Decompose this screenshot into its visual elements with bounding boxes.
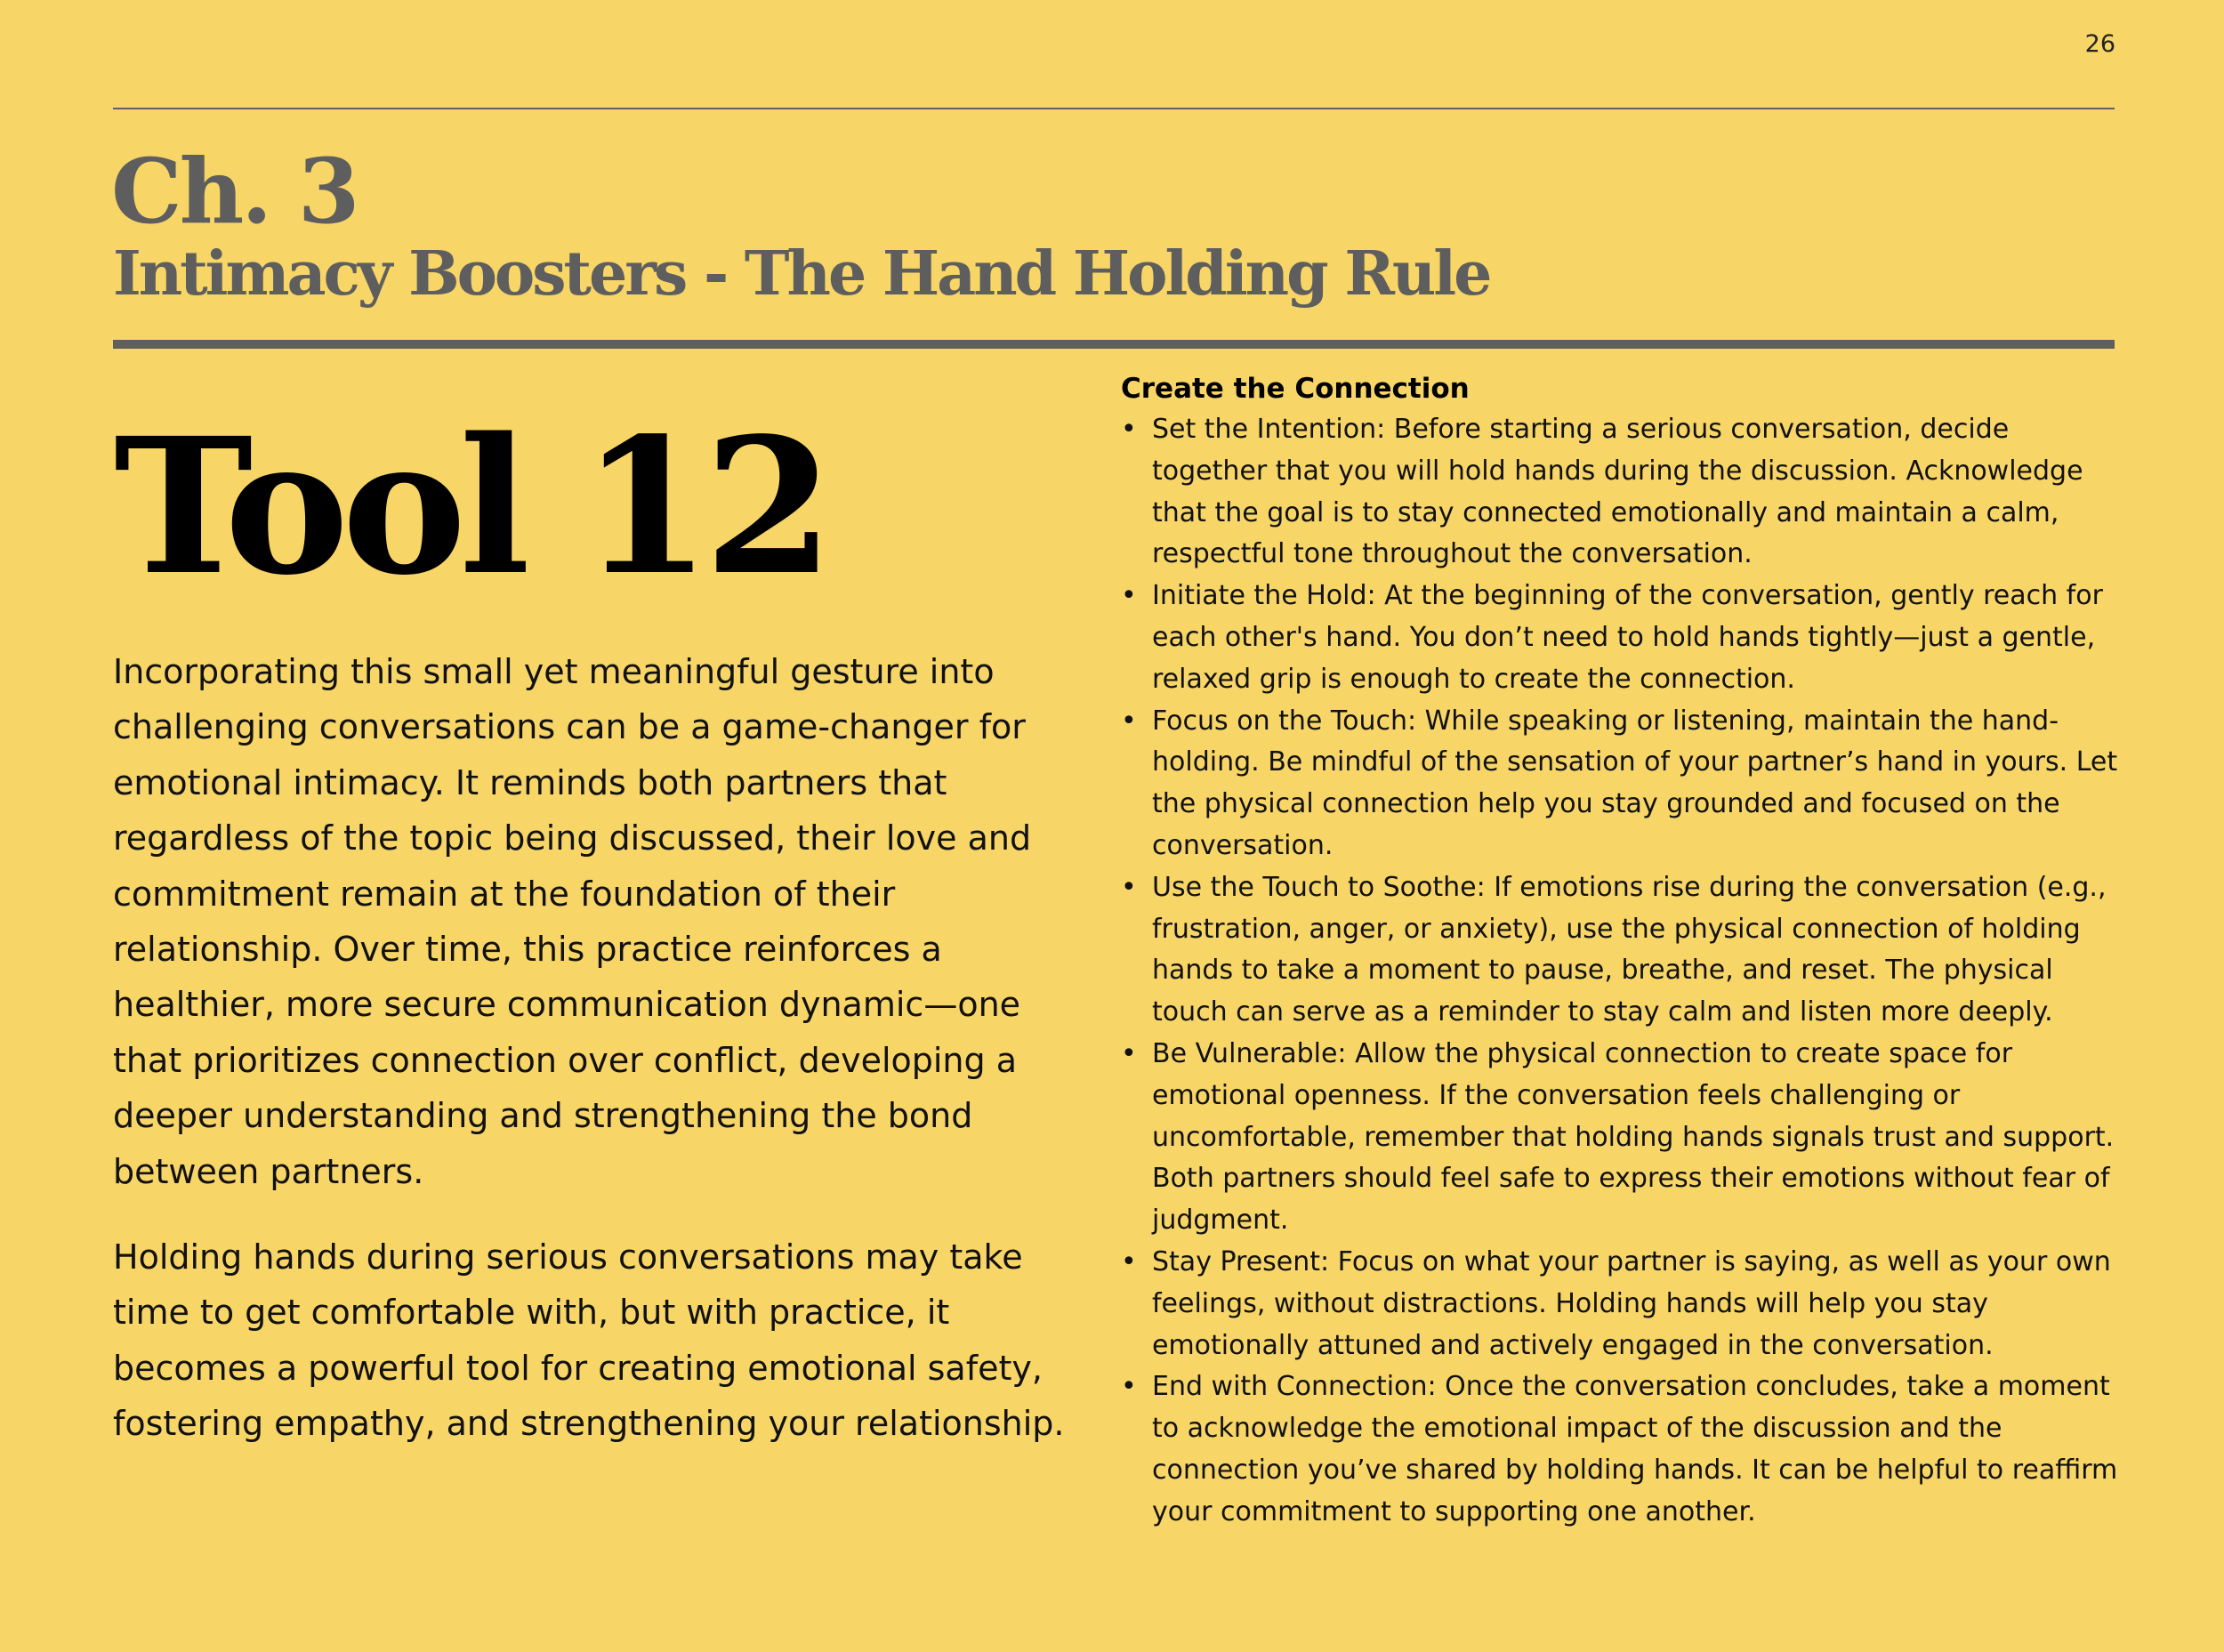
page-number: 26: [2084, 30, 2115, 58]
heading-divider: [113, 340, 2115, 349]
chapter-title: Intimacy Boosters - The Hand Holding Rule: [113, 238, 1490, 310]
connection-section: [1121, 368, 2126, 1534]
list-item: • Stay Present: Focus on what your partner is saying, as well as your own feelings, without distractions. Holding hands will help you stay emotionally attuned and actively engaged in the conversation.: [1121, 1242, 2126, 1366]
intro-paragraph: Holding hands during serious conversations may take time to get comfortable with, but with practice, it becomes a powerful tool for creating emotional safety, fostering empathy, and strengthening your relationship.: [113, 1237, 1065, 1444]
list-item: • Focus on the Touch: While speaking or listening, maintain the hand-holding. Be mindful of the sensation of your partner’s hand in yours. Let the physical connection help you stay grounded and focused on the conversation.: [1121, 701, 2126, 867]
chapter-label: Ch. 3: [111, 139, 358, 244]
list-item: • Initiate the Hold: At the beginning of the conversation, gently reach for each other's hand. You don’t need to hold hands tightly—just a gentle, relaxed grip is enough to create the connection.: [1121, 576, 2126, 700]
list-item: • End with Connection: Once the conversation concludes, take a moment to acknowledge the emotional impact of the discussion and the connection you’ve shared by holding hands. It can be helpful to reaffirm your commitment to supporting one another.: [1121, 1366, 2126, 1533]
list-item: • Be Vulnerable: Allow the physical connection to create space for emotional openness. If the conversation feels challenging or uncomfortable, remember that holding hands signals trust and support. Both partners should feel safe to express their emotions without fear of judgment.: [1121, 1034, 2126, 1242]
intro-paragraph: Incorporating this small yet meaningful gesture into challenging conversations can be a game-changer for emotional intimacy. It reminds both partners that regardless of the topic being discussed, their love and commitment remain at the foundation of their relationship. Over time, this practice reinforces a healthier, more secure communication dynamic—one that prioritizes connection over conflict, developing a deeper understanding and strengthening the bond between partners.: [113, 652, 1032, 1191]
tool-title: Tool 12: [114, 397, 827, 616]
intro-section: [113, 644, 1074, 1482]
list-item: • Use the Touch to Soothe: If emotions rise during the conversation (e.g., frustration, anger, or anxiety), use the physical connection of holding hands to take a moment to pause, breathe, and reset. The physical touch can serve as a reminder to stay calm and listen more deeply.: [1121, 867, 2126, 1034]
steps-list: [1121, 409, 2126, 1534]
section-heading: Create the Connection: [1121, 373, 1470, 405]
top-divider: [113, 108, 2115, 109]
list-item: • Set the Intention: Before starting a serious conversation, decide together that you will hold hands during the discussion. Acknowledge that the goal is to stay connected emotionally and maintain a calm, respectful tone throughout the conversation.: [1121, 409, 2126, 576]
